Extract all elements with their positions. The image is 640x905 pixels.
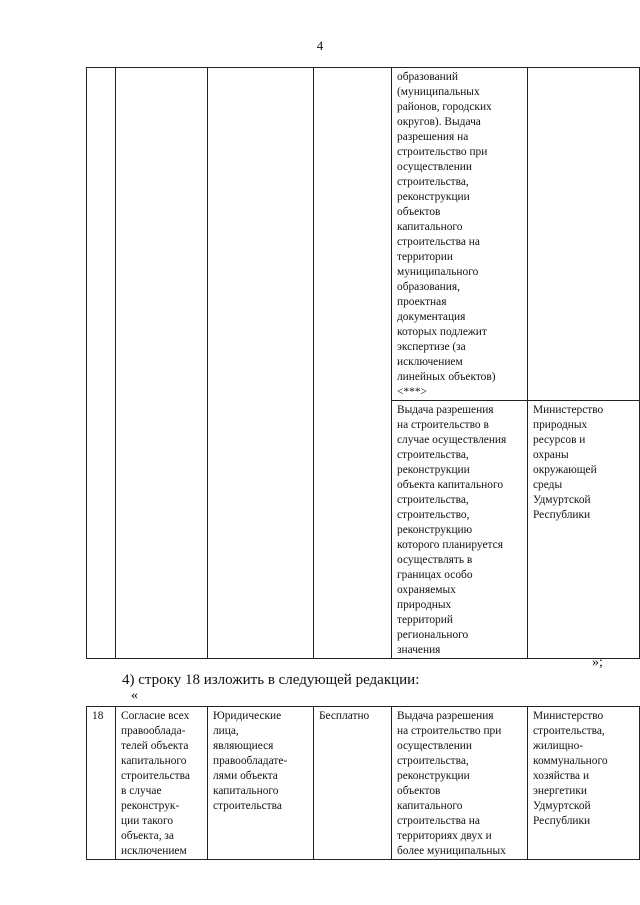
services-table-continuation (86, 67, 640, 659)
amendment-instruction: 4) строку 18 изложить в следующей редакции: (122, 672, 420, 688)
cell-service-description: Выдача разрешения на строительство при осуществлении строительства, реконструкции объектов капитального строительства на территориях двух и более муниципальных (392, 707, 528, 860)
cell-cost (314, 68, 392, 659)
cell-service-description: Выдача разрешения на строительство в случае осуществления строительства, реконструкции объекта капитального строительства, строительство, реконструкцию которого планируется осуществлять в границах особо охраняемых природных территорий регионального значения (392, 401, 528, 659)
closing-quote: »; (592, 655, 603, 670)
cell-authority: Министерство строительства, жилищно- коммунального хозяйства и энергетики Удмуртской Республики (528, 707, 640, 860)
row-18-table (86, 706, 640, 860)
cell-number (87, 68, 116, 659)
cell-document: Согласие всех правообладa- телей объекта капитального строительства в случае реконструк- ции такого объекта, за исключением (116, 707, 208, 860)
cell-authority (528, 68, 640, 401)
cell-document (116, 68, 208, 659)
cell-applicants (208, 68, 314, 659)
page-number: 4 (316, 38, 324, 53)
cell-authority: Министерство природных ресурсов и охраны окружающей среды Удмуртской Республики (528, 401, 640, 659)
table-row (87, 707, 640, 860)
cell-number: 18 (87, 707, 116, 860)
cell-applicants: Юридические лица, являющиеся правообладате- лями объекта капитального строительства (208, 707, 314, 860)
opening-quote: « (131, 688, 138, 703)
cell-cost: Бесплатно (314, 707, 392, 860)
cell-service-description: образований (муниципальных районов, городских округов). Выдача разрешения на строительство при осуществлении строительства, реконструкции объектов капитального строительства на территории муниципального образования, проектная документация которых подлежит экспертизе (за исключением линейных объектов) <***> (392, 68, 528, 401)
table-row (87, 68, 640, 401)
